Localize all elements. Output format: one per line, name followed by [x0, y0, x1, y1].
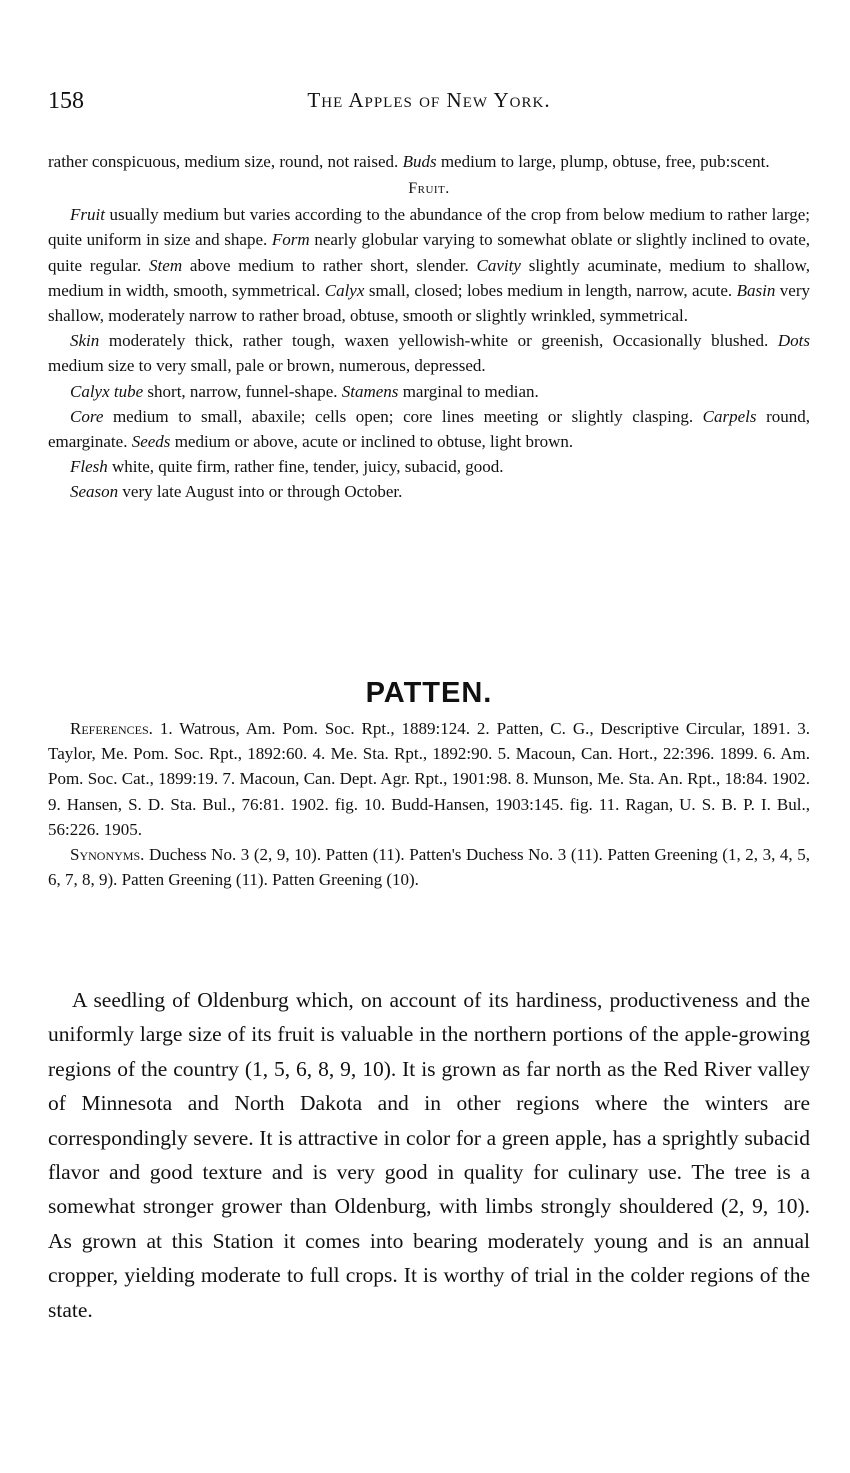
- skin-paragraph: Skin moderately thick, rather tough, waxen yellowish-white or greenish, Occasionally blushed. Dots medium size to very small, pale or brown, numerous, depressed.: [48, 331, 810, 376]
- flesh-paragraph: Flesh white, quite firm, rather fine, tender, juicy, subacid, good.: [70, 457, 504, 477]
- season-paragraph: Season very late August into or through October.: [70, 482, 403, 502]
- page-number: 158: [48, 88, 84, 114]
- variety-description: A seedling of Oldenburg which, on account of its hardiness, productiveness and the uniformly large size of its fruit is valuable in the northern portions of the apple-growing regions of the country (1, 5, 6, 8, 9, 10). It is grown as far north as the Red River valley of Minnesota and North Dakota and in other regions where the winters are correspondingly severe. It is attractive in color for a green apple, has a sprightly subacid flavor and good texture and is very good in quality for culinary use. The tree is a somewhat stronger grower than Oldenburg, with limbs strongly shouldered (2, 9, 10). As grown at this Station it comes into bearing moderately young and is an annual cropper, yielding moderate to full crops. It is worthy of trial in the colder regions of the state.: [48, 988, 810, 1322]
- fruit-heading: Fruit.: [408, 180, 450, 198]
- synonyms-paragraph: Synonyms. Duchess No. 3 (2, 9, 10). Patten (11). Patten's Duchess No. 3 (11). Patten Greening (1, 2, 3, 4, 5, 6, 7, 8, 9). Patten Greening (11). Patten Greening (10).: [48, 845, 811, 890]
- core-paragraph: Core medium to small, abaxile; cells open; core lines meeting or slightly clasping. Carpels round, emarginate. Seeds medium or above, acute or inclined to obtuse, light brown.: [48, 406, 810, 452]
- running-title: The Apples of New York.: [307, 88, 551, 112]
- previous-variety-continuation: [48, 149, 810, 505]
- calyx-tube-paragraph: Calyx tube short, narrow, funnel-shape. Stamens marginal to median.: [70, 381, 539, 401]
- patten-entry: [48, 677, 810, 892]
- continuation-paragraph: rather conspicuous, medium size, round, not raised. Buds medium to large, plump, obtuse, free, pub:scent.: [48, 152, 770, 171]
- references-paragraph: References. 1. Watrous, Am. Pom. Soc. Rpt., 1889:124. 2. Patten, C. G., Descriptive Circular, 1891. 3. Taylor, Me. Pom. Soc. Rpt., 1892:60. 4. Me. Sta. Rpt., 1892:90. 5. Macoun, Can. Hort., 22:396. 1899. 6. Am. Pom. Soc. Cat., 1899:19. 7. Macoun, Can. Dept. Agr. Rpt., 1901:98. 8. Munson, Me. Sta. An. Rpt., 18:84. 1902. 9. Hansen, S. D. Sta. Bul., 76:81. 1902. fig. 10. Budd-Hansen, 1903:145. fig. 11. Ragan, U. S. B. P. I. Bul., 56:226. 1905.: [48, 719, 811, 839]
- page-header: [48, 88, 810, 118]
- variety-title: PATTEN.: [365, 677, 493, 709]
- fruit-paragraph: Fruit usually medium but varies according to the abundance of the crop from below medium to rather large; quite uniform in size and shape. Form nearly globular varying to somewhat oblate or slightly inclined to ovate, quite regular. Stem above medium to rather short, slender. Cavity slightly acuminate, medium to shallow, medium in width, smooth, symmetrical. Calyx small, closed; lobes medium in length, narrow, acute. Basin very shallow, moderately narrow to rather broad, obtuse, smooth or slightly wrinkled, symmetrical.: [48, 205, 810, 326]
